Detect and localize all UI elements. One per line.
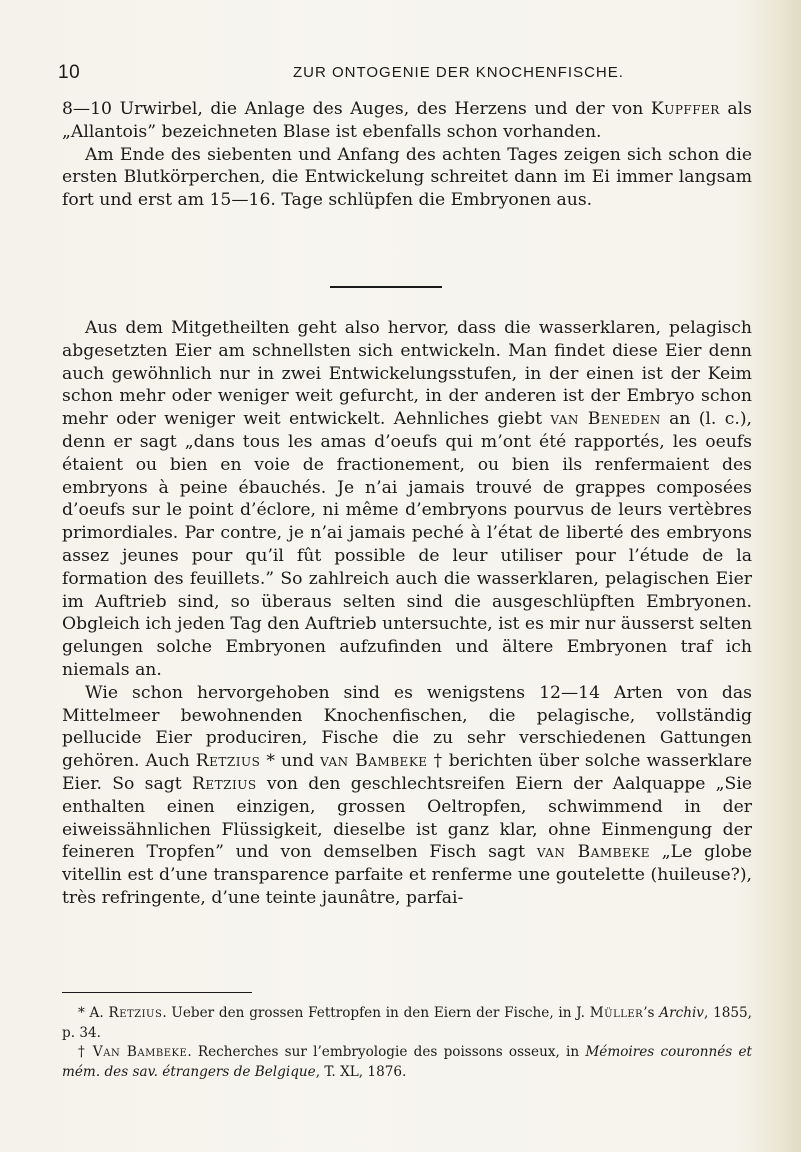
paragraph-1 (62, 98, 752, 144)
paragraph-4-text-b: * und (260, 751, 321, 772)
body-text-main (62, 317, 752, 910)
footnote-2-author: Van Bambeke (92, 1044, 188, 1060)
paragraph-4-text-a: Wie schon hervorgehoben sind es wenigstens 12—14 Arten von das Mittelmeer bewohnenden Knochenfischen, die pelagische, vollständig pellucide Eier produciren, Fische die zu sehr verschiedenen Gattungen gehören. Auch (62, 682, 752, 772)
footnote-1-author: Retzius (108, 1005, 163, 1021)
footnote-2-text-a: . Recherches sur l’embryologie des poissons osseux, in (187, 1044, 586, 1060)
paragraph-3-text-a: Aus dem Mitgetheilten geht also hervor, dass die wasserklaren, pelagisch abgesetzten Eier am schnellsten sich entwickeln. Man findet diese Eier denn auch gewöhnlich nur in zwei Entwickelungsstufen, in der einen ist der Keim schon mehr oder weniger weit gefurcht, in der anderen ist der Embryo schon mehr oder weniger weit entwickelt. Aehnliches giebt (62, 318, 752, 430)
footnote-1-name: Müller (589, 1005, 644, 1021)
body-text-top (62, 98, 752, 212)
footnote-2-mark: † (78, 1044, 93, 1060)
footnote-1-text-c: , 1855, p. 34. (62, 1005, 752, 1041)
author-name-retzius-2: Retzius (191, 773, 257, 794)
footnote-1-journal: Archiv (659, 1005, 704, 1021)
paragraph-4-text-d: von den geschlechtsreifen Eiern der Aalquappe „Sie enthalten einen einzigen, grossen Oeltropfen, schwimmend in der eiweissähnlichen Flüssigkeit, dieselbe ist ganz klar, ohne Einmengung der feineren Tropfen” und von demselben Fisch sagt (62, 773, 752, 863)
paragraph-4-text-e: „Le globe vitellin est d’une transparence parfaite et renferme une goutelette (huileuse?), très refringente, d’une teinte jaunâtre, parfai- (62, 842, 753, 908)
footnote-1 (62, 1004, 752, 1043)
page-header (58, 62, 758, 86)
page-number: 10 (58, 62, 81, 83)
paragraph-1-text-a: 8—10 Urwirbel, die Anlage des Auges, des Herzens und der von (62, 99, 651, 119)
paragraph-2: Am Ende des siebenten und Anfang des achten Tages zeigen sich schon die ersten Blutkörperchen, die Entwickelung schreitet dann im Ei immer langsam fort und erst am 15—16. Tage schlüpfen die Embryonen aus. (62, 144, 752, 211)
paragraph-3-text-b: an (l. c.), denn er sagt „dans tous les amas d’oeufs qui m’ont été rapportés, les oeufs étaient ou bien en voie de fractionement, ou bien ils renfermaient des embryons à peine ébauchés. Je n’ai jamais trouvé de grappes composées d’oeufs sur le point d’éclore, ni même d’embryons pourvus de leurs vertèbres primordiales. Par contre, je n’ai jamais peché à l’état de liberté des embryons assez jeunes pour qu’il fût possible de leur utiliser pour l’étude de la formation des feuillets.” So zahlreich auch die wasserklaren, pelagischen Eier im Auftrieb sind, so überaus selten sind die ausgeschlüpften Embryonen. Obgleich ich jeden Tag den Auftrieb untersuchte, ist es mir nur äusserst selten gelungen solche Embryonen aufzufinden und ältere Embryonen traf ich niemals an. (62, 409, 752, 680)
running-head: ZUR ONTOGENIE DER KNOCHENFISCHE. (293, 64, 624, 81)
author-name-van-bambeke-2: van Bambeke (536, 842, 650, 863)
footnote-2 (62, 1043, 752, 1082)
author-name-van-beneden: van Beneden (550, 409, 661, 430)
footnote-2-journal: Mémoires couronnés et mém. des sav. étrangers de Belgique (62, 1044, 752, 1080)
footnotes (62, 1004, 752, 1082)
footnote-rule (62, 992, 252, 993)
section-divider (330, 286, 442, 288)
paragraph-4-text-c: † berichten über solche wasserklare Eier. So sagt (62, 751, 752, 794)
footnote-1-text-a: . Ueber den grossen Fettropfen in den Eiern der Fische, in J. (162, 1005, 590, 1021)
paragraph-1-text-b: als „Allantois” bezeichneten Blase ist ebenfalls schon vorhanden. (62, 99, 752, 142)
footnote-2-text-c: , T. XL, 1876. (315, 1063, 407, 1080)
author-name-kupffer: Kupffer (650, 99, 720, 119)
author-name-van-bambeke: van Bambeke (320, 751, 428, 772)
author-name-retzius: Retzius (195, 751, 261, 772)
footnote-1-text-b: ’s (643, 1005, 660, 1021)
paragraph-3 (62, 317, 752, 682)
paragraph-4 (62, 682, 752, 910)
footnote-1-mark: * A. (78, 1005, 109, 1021)
